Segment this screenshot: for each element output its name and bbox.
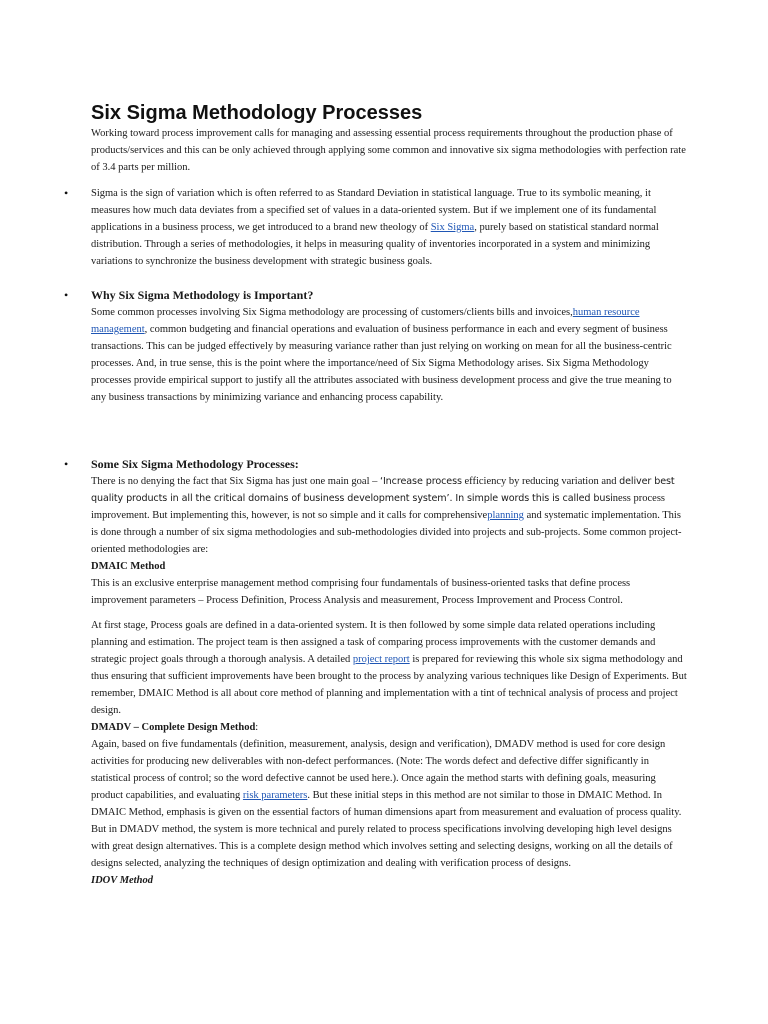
dmadv-heading-line (91, 719, 687, 736)
dmaic-paragraph-1: This is an exclusive enterprise management method comprising four fundamentals of business-oriented tasks that define process improvement parameters – Process Definition, Process Analysis and measurement, Process Improvement and Process Control. (91, 578, 631, 606)
sigma-text-after: , purely based on statistical standard normal distribution. Through a series of methodologies, it helps in measuring quality of inventories incorporated in a system and minimizing variations to synchronize the business development with strategic business goals. (91, 222, 659, 267)
dmadv-heading-suffix: : (255, 722, 259, 733)
dmaic-paragraph-2 (91, 617, 687, 719)
six-sigma-link[interactable]: Six Sigma (430, 222, 475, 233)
sigma-text-before: Sigma is the sign of variation which is often referred to as Standard Deviation in statistical language. True to its symbolic meaning, it measures how much data deviates from a specified set of values in a data-oriented system. But if we implement one of its fundamental applications in a business process, we get introduced to a brand new theology of (91, 188, 657, 233)
planning-link[interactable]: planning (487, 510, 524, 521)
some-heading: Some Six Sigma Methodology Processes: (91, 457, 299, 471)
some-text-start: There is no denying the fact that Six Sigma has just one main goal – (91, 476, 380, 487)
dmadv-text-before: Again, based on five fundamentals (definition, measurement, analysis, design and verification), DMADV method is used for core design activities for producing new deliverables with non-defect performances. (Note: The words defect and defective differ significantly in statistical process of control; so the word defective cannot be used here.). Once again the method starts with defining goals, measuring product capabilities, and evaluating (91, 739, 666, 801)
dmadv-heading: DMADV – Complete Design Method (91, 722, 256, 733)
intro-text: Working toward process improvement calls for managing and assessing essential process requirements throughout the production phase of products/services and this can be only achieved through applying some common and innovative six sigma methodologies with perfection rate of 3.4 parts per million. (91, 128, 686, 173)
bullet-some: • (64, 457, 69, 471)
some-quote-1: ‘Increase process (380, 476, 462, 487)
some-text-end: and systematic implementation. This is done through a number of six sigma methodologies and sub-methodologies divided into projects and sub-projects. Some common project-oriented methodologies are: (91, 510, 682, 555)
why-heading: Why Six Sigma Methodology is Important? (91, 288, 314, 302)
some-text-after-quote: ness process improvement. But implementing this, however, is not so simple and it calls for comprehensive (91, 493, 665, 521)
idov-heading: IDOV Method (91, 875, 153, 886)
dmaic-heading: DMAIC Method (91, 561, 166, 572)
some-quote-2: deliver best quality products in all the critical domains of business development system’. In simple words this is called busi (91, 476, 675, 504)
project-report-link[interactable]: project report (352, 654, 410, 665)
human-resource-management-link[interactable]: human resource management (91, 307, 640, 335)
dmadv-text (91, 736, 687, 872)
dmaic-text-after: is prepared for reviewing this whole six sigma methodology and thus ensuring that sufficient improvements have been brought to the process by analyzing various techniques like Design of Experiments. But remember, DMAIC Method is all about core method of planning and implementation with a tint of technical analysis of process and project design. (91, 654, 687, 716)
sigma-paragraph (91, 185, 687, 270)
risk-parameters-link[interactable]: risk parameters (242, 790, 308, 801)
page-title: Six Sigma Methodology Processes (91, 102, 423, 124)
intro-paragraph (91, 125, 687, 176)
why-text (91, 304, 687, 406)
why-section (91, 287, 687, 406)
bullet-sigma: • (64, 186, 69, 200)
sigma-text (91, 185, 687, 270)
some-text-mid: efficiency by reducing variation and (461, 476, 620, 487)
dmaic-dmadv-section (91, 617, 687, 889)
some-text (91, 473, 687, 558)
dmadv-text-after: . But these initial steps in this method are not similar to those in DMAIC Method. In DMAIC Method, emphasis is given on the essential factors of human dimensions apart from measurement and evaluation of process quality. But in DMADV method, the system is more technical and purely related to process specifications involving developing high level designs with great design alternatives. This is a complete design method which involves setting and selecting designs, working on all the details of designs selected, analyzing the techniques of design optimization and dealing with verification process of designs. (91, 790, 682, 869)
why-text-before: Some common processes involving Six Sigma methodology are processing of customers/clients bills and invoices, (91, 307, 573, 318)
bullet-why: • (64, 288, 69, 302)
why-text-after: , common budgeting and financial operations and evaluation of business performance in each and every segment of business transactions. This can be judged effectively by measuring variance rather than just relying on working on mean for all the business-centric processes. And, in true sense, this is the point where the importance/need of Six Sigma Methodology arises. Six Sigma Methodology processes provide empirical support to justify all the attributes associated with business development process and give the true meaning to any business transactions by minimizing variance and enhancing process capability. (91, 324, 672, 403)
dmaic-text-before: At first stage, Process goals are defined in a data-oriented system. It is then followed by some simple data related operations including planning and estimation. The project team is then assigned a task of comparing process improvements with the customer demands and strategic project goals through a thorough analysis. A detailed (91, 620, 656, 665)
some-section (91, 456, 687, 609)
